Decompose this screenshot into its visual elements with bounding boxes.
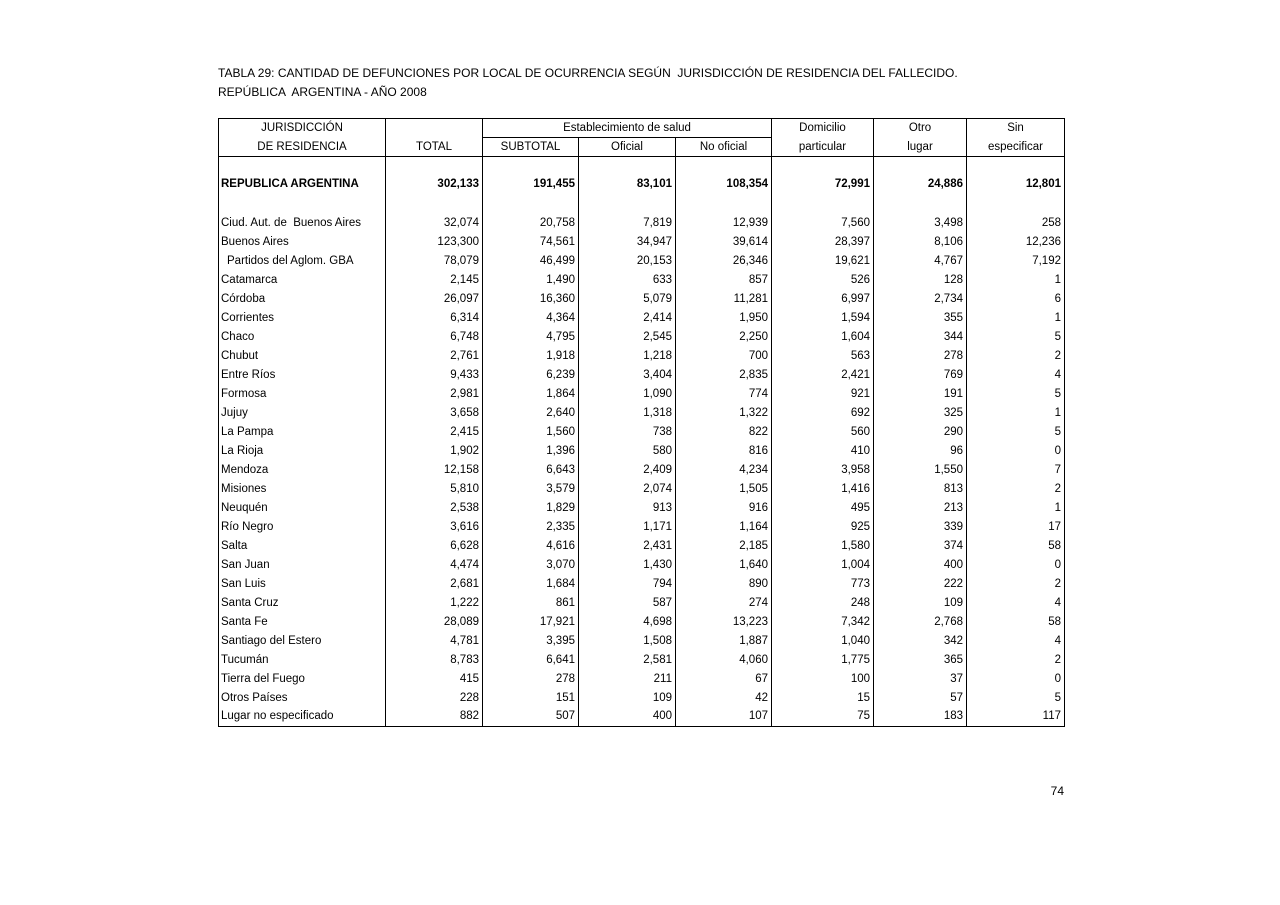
value-cell: 83,101 (579, 157, 676, 196)
value-cell: 191 (874, 384, 967, 403)
value-cell: 738 (579, 422, 676, 441)
value-cell: 3,498 (874, 213, 967, 232)
value-cell: 1 (967, 403, 1065, 422)
document-page (218, 64, 1064, 798)
value-cell: 8,783 (386, 650, 483, 669)
value-cell: 2 (967, 650, 1065, 669)
value-cell: 861 (483, 593, 579, 612)
value-cell: 700 (676, 346, 772, 365)
value-cell: 1,775 (772, 650, 874, 669)
jurisdiction-label: La Rioja (219, 441, 386, 460)
value-cell: 7,819 (579, 213, 676, 232)
value-cell: 857 (676, 270, 772, 289)
header-sin-line1: Sin (967, 119, 1065, 138)
value-cell: 2,335 (483, 517, 579, 536)
value-cell: 400 (874, 555, 967, 574)
value-cell: 2,761 (386, 346, 483, 365)
value-cell: 1,318 (579, 403, 676, 422)
value-cell: 526 (772, 270, 874, 289)
value-cell: 890 (676, 574, 772, 593)
value-cell: 5,810 (386, 479, 483, 498)
value-cell: 1,396 (483, 441, 579, 460)
value-cell: 1,864 (483, 384, 579, 403)
header-otro-line2: lugar (874, 138, 967, 157)
jurisdiction-label: Catamarca (219, 270, 386, 289)
value-cell: 1,505 (676, 479, 772, 498)
value-cell: 1,416 (772, 479, 874, 498)
value-cell: 108,354 (676, 157, 772, 196)
header-jurisdiccion-line2: DE RESIDENCIA (219, 138, 386, 157)
value-cell: 495 (772, 498, 874, 517)
value-cell: 32,074 (386, 213, 483, 232)
table-row (219, 251, 1065, 270)
value-cell: 1 (967, 270, 1065, 289)
table-row (219, 232, 1065, 251)
value-cell: 107 (676, 707, 772, 726)
table-row (219, 536, 1065, 555)
value-cell: 5 (967, 422, 1065, 441)
value-cell: 1,490 (483, 270, 579, 289)
table-row (219, 403, 1065, 422)
value-cell: 882 (386, 707, 483, 726)
value-cell: 6,641 (483, 650, 579, 669)
value-cell: 6,997 (772, 289, 874, 308)
value-cell: 1 (967, 498, 1065, 517)
value-cell: 4 (967, 631, 1065, 650)
value-cell: 57 (874, 688, 967, 707)
jurisdiction-label: Santa Cruz (219, 593, 386, 612)
table-row (219, 498, 1065, 517)
value-cell: 4,698 (579, 612, 676, 631)
value-cell: 58 (967, 612, 1065, 631)
table-row (219, 669, 1065, 688)
header-domicilio-line1: Domicilio (772, 119, 874, 138)
spacer-cell (874, 195, 967, 213)
value-cell: 3,579 (483, 479, 579, 498)
value-cell: 2,421 (772, 365, 874, 384)
value-cell: 39,614 (676, 232, 772, 251)
table-title (218, 64, 1064, 102)
value-cell: 1,218 (579, 346, 676, 365)
value-cell: 7 (967, 460, 1065, 479)
header-otro-line1: Otro (874, 119, 967, 138)
value-cell: 822 (676, 422, 772, 441)
value-cell: 5,079 (579, 289, 676, 308)
value-cell: 2,538 (386, 498, 483, 517)
header-oficial: Oficial (579, 138, 676, 157)
jurisdiction-label: REPUBLICA ARGENTINA (219, 157, 386, 196)
value-cell: 563 (772, 346, 874, 365)
value-cell: 9,433 (386, 365, 483, 384)
jurisdiction-label: San Juan (219, 555, 386, 574)
value-cell: 17,921 (483, 612, 579, 631)
jurisdiction-label: Salta (219, 536, 386, 555)
value-cell: 46,499 (483, 251, 579, 270)
table-row (219, 365, 1065, 384)
value-cell: 342 (874, 631, 967, 650)
value-cell: 67 (676, 669, 772, 688)
value-cell: 15 (772, 688, 874, 707)
value-cell: 633 (579, 270, 676, 289)
jurisdiction-label: Río Negro (219, 517, 386, 536)
value-cell: 2,415 (386, 422, 483, 441)
value-cell: 1,950 (676, 308, 772, 327)
value-cell: 1,040 (772, 631, 874, 650)
value-cell: 13,223 (676, 612, 772, 631)
value-cell: 109 (874, 593, 967, 612)
value-cell: 2,185 (676, 536, 772, 555)
value-cell: 7,342 (772, 612, 874, 631)
value-cell: 26,097 (386, 289, 483, 308)
value-cell: 12,158 (386, 460, 483, 479)
value-cell: 19,621 (772, 251, 874, 270)
jurisdiction-label: Tucumán (219, 650, 386, 669)
value-cell: 2,145 (386, 270, 483, 289)
table-row (219, 213, 1065, 232)
value-cell: 2 (967, 346, 1065, 365)
value-cell: 4 (967, 593, 1065, 612)
value-cell: 12,939 (676, 213, 772, 232)
value-cell: 769 (874, 365, 967, 384)
value-cell: 278 (483, 669, 579, 688)
value-cell: 6,239 (483, 365, 579, 384)
value-cell: 1,090 (579, 384, 676, 403)
value-cell: 774 (676, 384, 772, 403)
value-cell: 2,835 (676, 365, 772, 384)
jurisdiction-label: La Pampa (219, 422, 386, 441)
table-row (219, 441, 1065, 460)
value-cell: 773 (772, 574, 874, 593)
value-cell: 213 (874, 498, 967, 517)
value-cell: 4,781 (386, 631, 483, 650)
jurisdiction-label: Corrientes (219, 308, 386, 327)
value-cell: 2,640 (483, 403, 579, 422)
value-cell: 6,314 (386, 308, 483, 327)
value-cell: 20,758 (483, 213, 579, 232)
jurisdiction-label: Otros Países (219, 688, 386, 707)
value-cell: 20,153 (579, 251, 676, 270)
table-row (219, 517, 1065, 536)
value-cell: 2,431 (579, 536, 676, 555)
value-cell: 1,004 (772, 555, 874, 574)
table-row (219, 479, 1065, 498)
value-cell: 2,681 (386, 574, 483, 593)
value-cell: 1,902 (386, 441, 483, 460)
value-cell: 507 (483, 707, 579, 726)
value-cell: 1 (967, 308, 1065, 327)
value-cell: 6,628 (386, 536, 483, 555)
value-cell: 128 (874, 270, 967, 289)
jurisdiction-label: Mendoza (219, 460, 386, 479)
value-cell: 339 (874, 517, 967, 536)
table-row (219, 612, 1065, 631)
value-cell: 4,474 (386, 555, 483, 574)
jurisdiction-label: Jujuy (219, 403, 386, 422)
value-cell: 17 (967, 517, 1065, 536)
value-cell: 1,580 (772, 536, 874, 555)
jurisdiction-label: Ciud. Aut. de Buenos Aires (219, 213, 386, 232)
value-cell: 2,981 (386, 384, 483, 403)
table-row (219, 574, 1065, 593)
table-row (219, 593, 1065, 612)
value-cell: 1,604 (772, 327, 874, 346)
value-cell: 1,550 (874, 460, 967, 479)
value-cell: 1,684 (483, 574, 579, 593)
value-cell: 4 (967, 365, 1065, 384)
value-cell: 11,281 (676, 289, 772, 308)
value-cell: 813 (874, 479, 967, 498)
value-cell: 4,795 (483, 327, 579, 346)
jurisdiction-label: Santiago del Estero (219, 631, 386, 650)
value-cell: 4,616 (483, 536, 579, 555)
value-cell: 12,236 (967, 232, 1065, 251)
header-no-oficial: No oficial (676, 138, 772, 157)
value-cell: 6 (967, 289, 1065, 308)
jurisdiction-label: Partidos del Aglom. GBA (219, 251, 386, 270)
defunciones-table (218, 118, 1065, 727)
table-row (219, 688, 1065, 707)
value-cell: 916 (676, 498, 772, 517)
value-cell: 211 (579, 669, 676, 688)
value-cell: 78,079 (386, 251, 483, 270)
value-cell: 183 (874, 707, 967, 726)
value-cell: 925 (772, 517, 874, 536)
table-header (219, 119, 1065, 157)
value-cell: 560 (772, 422, 874, 441)
spacer-cell (483, 195, 579, 213)
header-sin-line2: especificar (967, 138, 1065, 157)
table-row (219, 555, 1065, 574)
value-cell: 72,991 (772, 157, 874, 196)
value-cell: 7,560 (772, 213, 874, 232)
spacer-cell (386, 195, 483, 213)
value-cell: 248 (772, 593, 874, 612)
value-cell: 816 (676, 441, 772, 460)
value-cell: 3,616 (386, 517, 483, 536)
jurisdiction-label: Chubut (219, 346, 386, 365)
value-cell: 274 (676, 593, 772, 612)
value-cell: 16,360 (483, 289, 579, 308)
jurisdiction-label: Entre Ríos (219, 365, 386, 384)
table-row (219, 289, 1065, 308)
spacer-cell (219, 195, 386, 213)
value-cell: 8,106 (874, 232, 967, 251)
value-cell: 0 (967, 555, 1065, 574)
value-cell: 1,322 (676, 403, 772, 422)
jurisdiction-label: Chaco (219, 327, 386, 346)
jurisdiction-label: Santa Fe (219, 612, 386, 631)
value-cell: 290 (874, 422, 967, 441)
value-cell: 1,430 (579, 555, 676, 574)
value-cell: 580 (579, 441, 676, 460)
table-row (219, 707, 1065, 726)
value-cell: 24,886 (874, 157, 967, 196)
title-line-2: REPÚBLICA ARGENTINA - AÑO 2008 (218, 85, 427, 99)
value-cell: 228 (386, 688, 483, 707)
value-cell: 913 (579, 498, 676, 517)
value-cell: 4,234 (676, 460, 772, 479)
value-cell: 6,643 (483, 460, 579, 479)
value-cell: 1,222 (386, 593, 483, 612)
header-jurisdiccion-line1: JURISDICCIÓN (219, 119, 386, 138)
jurisdiction-label: Córdoba (219, 289, 386, 308)
value-cell: 355 (874, 308, 967, 327)
title-line-1: TABLA 29: CANTIDAD DE DEFUNCIONES POR LOCAL DE OCURRENCIA SEGÚN JURISDICCIÓN DE RESIDENCIA DEL FALLECIDO. (218, 66, 958, 80)
spacer-cell (772, 195, 874, 213)
value-cell: 123,300 (386, 232, 483, 251)
value-cell: 7,192 (967, 251, 1065, 270)
value-cell: 365 (874, 650, 967, 669)
value-cell: 222 (874, 574, 967, 593)
value-cell: 12,801 (967, 157, 1065, 196)
value-cell: 58 (967, 536, 1065, 555)
value-cell: 34,947 (579, 232, 676, 251)
jurisdiction-label: Formosa (219, 384, 386, 403)
value-cell: 3,070 (483, 555, 579, 574)
header-total: TOTAL (386, 138, 483, 157)
value-cell: 0 (967, 669, 1065, 688)
spacer-row (219, 195, 1065, 213)
jurisdiction-label: Misiones (219, 479, 386, 498)
table-row (219, 327, 1065, 346)
value-cell: 26,346 (676, 251, 772, 270)
value-cell: 258 (967, 213, 1065, 232)
value-cell: 921 (772, 384, 874, 403)
value-cell: 6,748 (386, 327, 483, 346)
value-cell: 1,560 (483, 422, 579, 441)
value-cell: 96 (874, 441, 967, 460)
value-cell: 2 (967, 574, 1065, 593)
value-cell: 1,164 (676, 517, 772, 536)
value-cell: 75 (772, 707, 874, 726)
jurisdiction-label: Lugar no especificado (219, 707, 386, 726)
value-cell: 3,404 (579, 365, 676, 384)
header-row-1 (219, 119, 1065, 138)
value-cell: 3,958 (772, 460, 874, 479)
spacer-cell (676, 195, 772, 213)
header-domicilio-line2: particular (772, 138, 874, 157)
header-row-2 (219, 138, 1065, 157)
value-cell: 2 (967, 479, 1065, 498)
header-group-establecimiento: Establecimiento de salud (483, 119, 772, 138)
value-cell: 109 (579, 688, 676, 707)
value-cell: 374 (874, 536, 967, 555)
value-cell: 28,397 (772, 232, 874, 251)
value-cell: 5 (967, 688, 1065, 707)
table-row (219, 270, 1065, 289)
spacer-cell (579, 195, 676, 213)
table-row (219, 384, 1065, 403)
value-cell: 325 (874, 403, 967, 422)
value-cell: 344 (874, 327, 967, 346)
value-cell: 3,395 (483, 631, 579, 650)
header-subtotal: SUBTOTAL (483, 138, 579, 157)
jurisdiction-label: Neuquén (219, 498, 386, 517)
value-cell: 4,060 (676, 650, 772, 669)
value-cell: 415 (386, 669, 483, 688)
jurisdiction-label: Buenos Aires (219, 232, 386, 251)
value-cell: 2,545 (579, 327, 676, 346)
value-cell: 794 (579, 574, 676, 593)
value-cell: 278 (874, 346, 967, 365)
value-cell: 4,767 (874, 251, 967, 270)
value-cell: 1,918 (483, 346, 579, 365)
value-cell: 1,887 (676, 631, 772, 650)
value-cell: 2,768 (874, 612, 967, 631)
value-cell: 74,561 (483, 232, 579, 251)
table-row (219, 650, 1065, 669)
value-cell: 2,074 (579, 479, 676, 498)
value-cell: 1,171 (579, 517, 676, 536)
value-cell: 42 (676, 688, 772, 707)
value-cell: 1,508 (579, 631, 676, 650)
value-cell: 117 (967, 707, 1065, 726)
table-row (219, 460, 1065, 479)
value-cell: 692 (772, 403, 874, 422)
spacer-cell (967, 195, 1065, 213)
value-cell: 5 (967, 327, 1065, 346)
value-cell: 3,658 (386, 403, 483, 422)
value-cell: 2,409 (579, 460, 676, 479)
table-row (219, 422, 1065, 441)
value-cell: 1,640 (676, 555, 772, 574)
table-row (219, 308, 1065, 327)
value-cell: 410 (772, 441, 874, 460)
value-cell: 2,581 (579, 650, 676, 669)
jurisdiction-label: Tierra del Fuego (219, 669, 386, 688)
header-total-spacer (386, 119, 483, 138)
value-cell: 28,089 (386, 612, 483, 631)
value-cell: 2,250 (676, 327, 772, 346)
value-cell: 100 (772, 669, 874, 688)
table-row (219, 346, 1065, 365)
value-cell: 302,133 (386, 157, 483, 196)
value-cell: 1,829 (483, 498, 579, 517)
value-cell: 2,734 (874, 289, 967, 308)
value-cell: 0 (967, 441, 1065, 460)
value-cell: 191,455 (483, 157, 579, 196)
jurisdiction-label: San Luis (219, 574, 386, 593)
value-cell: 2,414 (579, 308, 676, 327)
table-row (219, 631, 1065, 650)
total-row (219, 157, 1065, 196)
table-body (219, 157, 1065, 727)
value-cell: 1,594 (772, 308, 874, 327)
value-cell: 587 (579, 593, 676, 612)
value-cell: 4,364 (483, 308, 579, 327)
value-cell: 400 (579, 707, 676, 726)
value-cell: 37 (874, 669, 967, 688)
value-cell: 151 (483, 688, 579, 707)
page-number: 74 (1050, 783, 1064, 798)
value-cell: 5 (967, 384, 1065, 403)
